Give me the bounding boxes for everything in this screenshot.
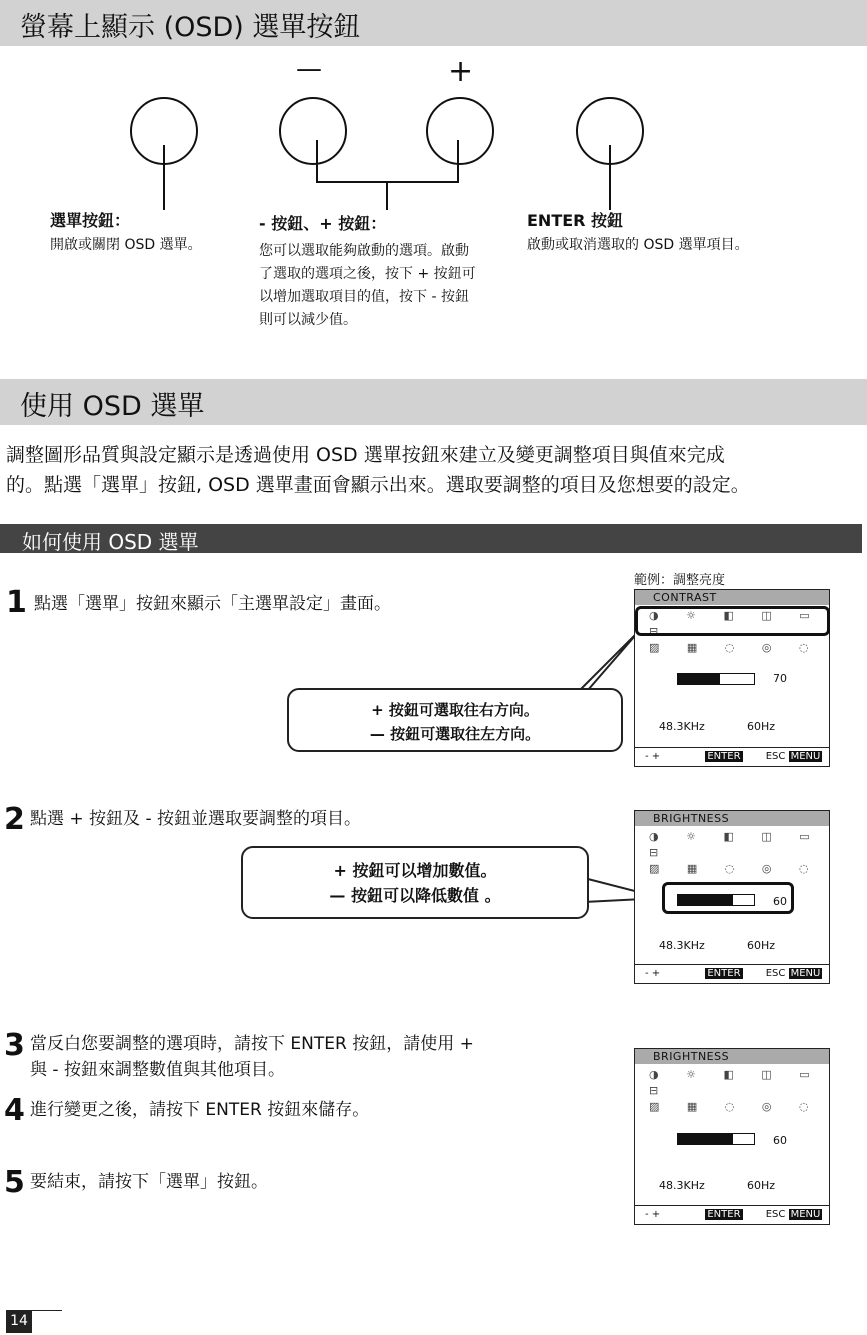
enter-button-desc: 啟動或取消選取的 OSD 選單項目。: [527, 237, 749, 253]
osd-value: 60: [773, 895, 787, 908]
osd-title: CONTRAST: [635, 590, 829, 605]
osd-vfreq: 60Hz: [747, 939, 776, 952]
osd-icons: ◑ ☼ ◧ ◫ ▭ ⊟ ▨ ▦ ◌ ◎ ◌: [649, 1068, 822, 1113]
step-text-3: 當反白您要調整的選項時，請按下 ENTER 按鈕，請使用 + 與 - 按鈕來調整數值與其他項目。: [30, 1034, 474, 1080]
plus-minus-button-label: - 按鈕、+ 按鈕：: [259, 214, 387, 233]
osd-footer: - + ENTER ESC MENU: [635, 964, 829, 983]
callout-bubble-2: + 按鈕可以增加數值。 — 按鈕可以降低數值 。: [241, 846, 589, 919]
subsection-title: 如何使用 OSD 選單: [22, 530, 199, 554]
menu-button-desc: 開啟或關閉 OSD 選單。: [50, 237, 202, 253]
page-number-rule: [32, 1310, 62, 1311]
osd-vfreq: 60Hz: [747, 720, 776, 733]
osd-hfreq: 48.3KHz: [659, 939, 705, 952]
osd-icons: ◑ ☼ ◧ ◫ ▭ ⊟ ▨ ▦ ◌ ◎ ◌: [649, 609, 822, 654]
step-text-2: 點選 + 按鈕及 - 按鈕並選取要調整的項目。: [30, 809, 361, 829]
osd-level-bar: [677, 1133, 755, 1145]
step-number-2: 2: [4, 802, 25, 837]
minus-sign: —: [296, 54, 322, 84]
osd-screen-brightness-2: [634, 1048, 830, 1225]
osd-hfreq: 48.3KHz: [659, 1179, 705, 1192]
osd-icons-highlight: [635, 606, 830, 636]
section-title: 螢幕上顯示 (OSD) 選單按鈕: [20, 12, 361, 43]
osd-icons: ◑ ☼ ◧ ◫ ▭ ⊟ ▨ ▦ ◌ ◎ ◌: [649, 830, 822, 875]
minus-button-circle: [280, 98, 346, 164]
osd-title: BRIGHTNESS: [635, 811, 829, 826]
step-text-5: 要結束，請按下「選單」按鈕。: [30, 1172, 268, 1192]
step-text-4: 進行變更之後，請按下 ENTER 按鈕來儲存。: [30, 1100, 370, 1120]
osd-vfreq: 60Hz: [747, 1179, 776, 1192]
page-number: 14: [6, 1310, 32, 1333]
menu-button-label: 選單按鈕：: [50, 211, 131, 230]
step-number-5: 5: [4, 1165, 25, 1200]
plus-minus-button-desc: 您可以選取能夠啟動的選項。啟動 了選取的選項之後，按下 + 按鈕可 以增加選取項目的值，按下 - 按鈕 則可以減少值。: [259, 243, 476, 328]
plus-sign: +: [448, 54, 474, 89]
osd-value: 70: [773, 672, 787, 685]
enter-button-label: ENTER 按鈕: [527, 211, 624, 230]
step-text-1: 點選「選單」按鈕來顯示「主選單設定」畫面。: [34, 594, 391, 614]
intro-paragraph: 調整圖形品質與設定顯示是透過使用 OSD 選單按鈕來建立及變更調整項目與值來完成 的。點選「選單」按鈕, OSD 選單畫面會顯示出來。選取要調整的項目及您想要的設定。: [6, 444, 750, 496]
osd-footer: - + ENTER ESC MENU: [635, 747, 829, 766]
button-diagram: [0, 50, 867, 220]
subsection-header: [0, 524, 862, 553]
osd-level-bar: [677, 673, 755, 685]
section-title: 使用 OSD 選單: [20, 391, 205, 422]
osd-title: BRIGHTNESS: [635, 1049, 829, 1064]
osd-hfreq: 48.3KHz: [659, 720, 705, 733]
osd-value: 60: [773, 1134, 787, 1147]
example-caption: 範例：調整亮度: [634, 573, 726, 588]
step-number-3: 3: [4, 1028, 25, 1063]
osd-level-highlight: [662, 882, 794, 914]
step-number-4: 4: [4, 1093, 25, 1128]
callout-bubble-1: + 按鈕可選取往右方向。 — 按鈕可選取往左方向。: [287, 688, 623, 752]
section-header-using-osd: [0, 379, 867, 425]
osd-footer: - + ENTER ESC MENU: [635, 1205, 829, 1224]
section-header-osd-buttons: [0, 0, 867, 46]
step-number-1: 1: [6, 585, 27, 620]
plus-button-circle: [427, 98, 493, 164]
